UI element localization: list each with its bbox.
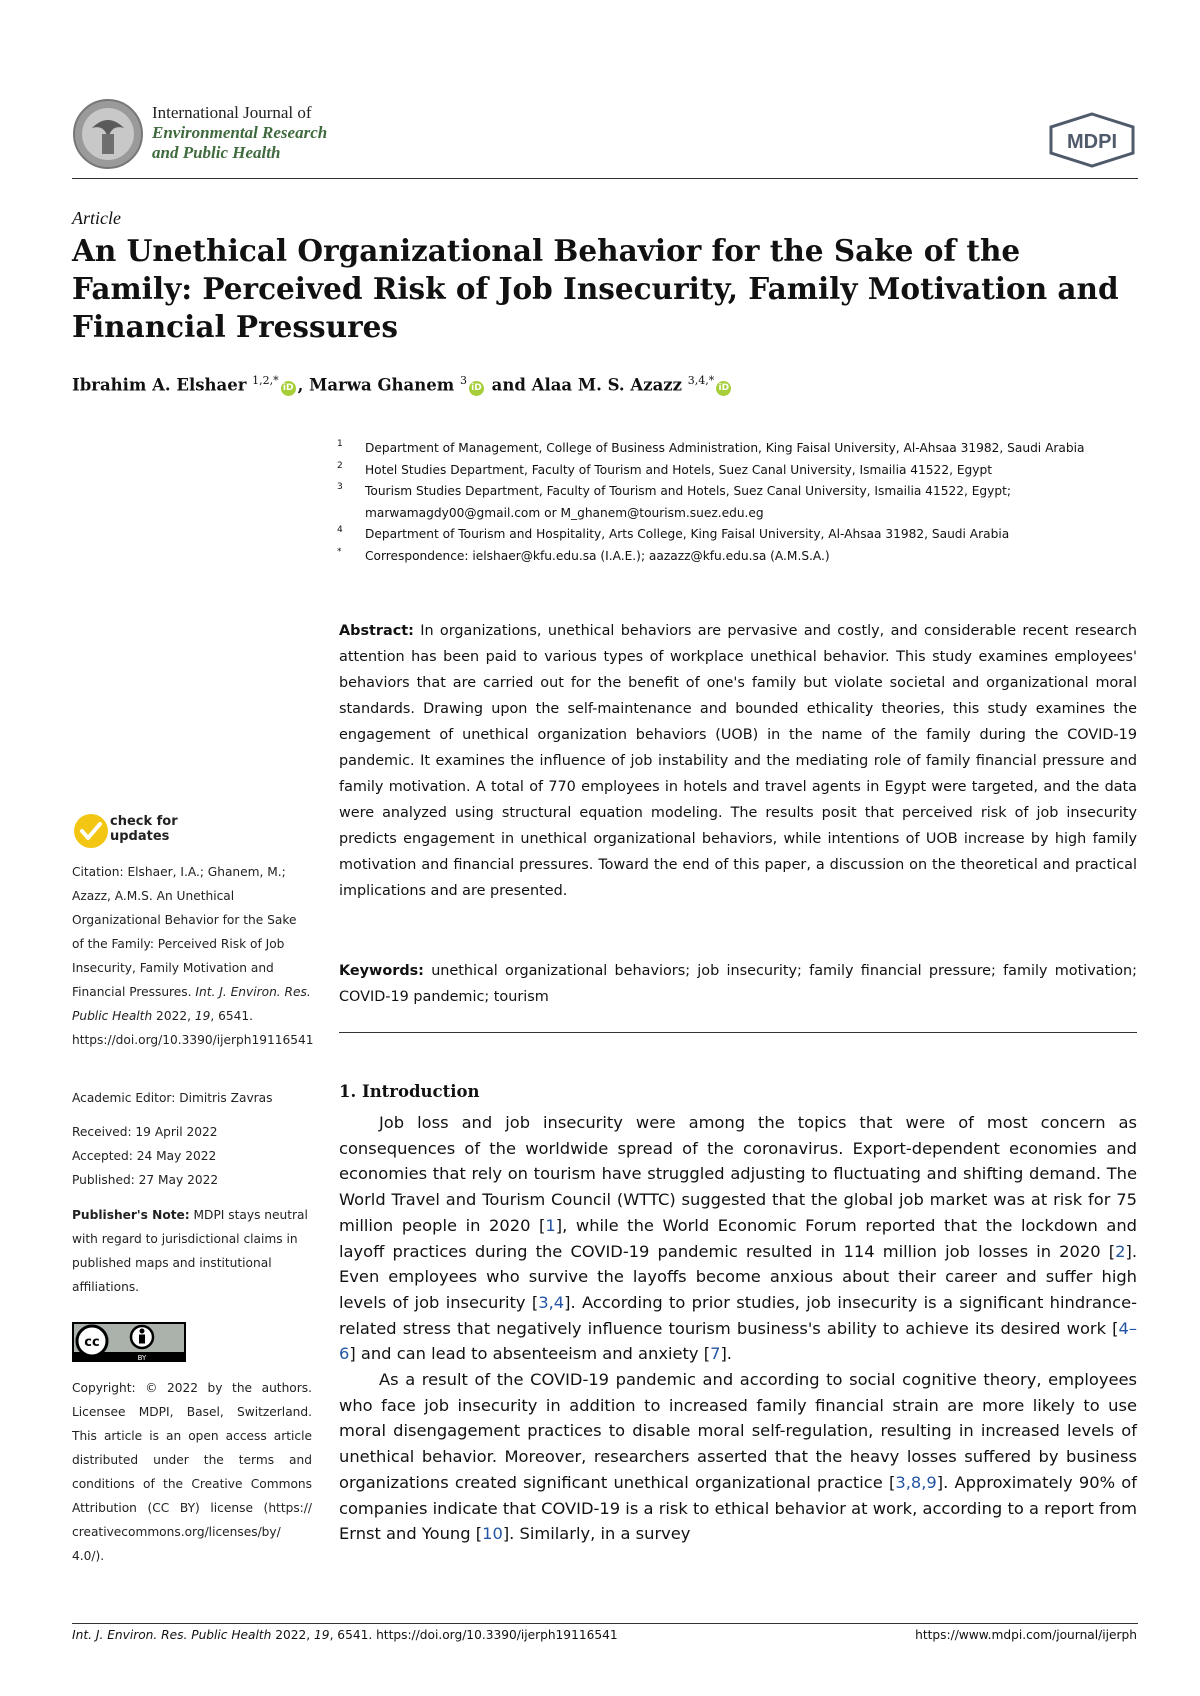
journal-name-line1: International Journal of [152,103,312,122]
journal-logo-icon [72,98,144,170]
affiliation-number: 4 [337,525,343,535]
author-name: , Marwa Ghanem [297,375,455,395]
author-affiliation-sup: 3,4,* [687,374,715,387]
copyright-notice: Copyright: © 2022 by the authors. Licensee MDPI, Basel, Switzerland. This article is an open access article distributed under the terms and conditions of the Creative Commons Attribution (CC BY) license (https:// creativecommons.org/licenses/by/ 4.0/). [72,1381,312,1563]
keywords [339,958,1137,1010]
journal-name-line2: Environmental Research [152,123,328,142]
cc-by-license-icon[interactable] [72,1322,186,1362]
check-for-updates-badge[interactable] [72,812,202,856]
affiliation-text: Department of Tourism and Hospitality, Arts College, King Faisal University, Al-Ahsaa 31982, Saudi Arabia [365,527,1010,541]
section-heading-introduction: 1. Introduction [339,1082,480,1101]
introduction-body [339,1110,1137,1547]
citation-block [72,860,312,1052]
check-for-updates-text [110,814,178,844]
affiliation-number: 2 [337,460,343,471]
abstract-text: In organizations, unethical behaviors are pervasive and costly, and considerable recent research attention has been paid to various types of workplace unethical behavior. This study examines employees' behaviors that are carried out for the benefit of one's family but violate societal and organizational moral standards. Drawing upon the self-maintenance and bounded ethicality theories, this study examines the engagement of unethical organization behaviors (UOB) in the name of the family during the COVID-19 pandemic. It examines the influence of job instability and the mediating role of family financial pressure and family motivation. A total of 770 employees in hotels and travel agents in Egypt were targeted, and the data were analyzed using structural equation modeling. The results posit that perceived risk of job insecurity predicts engagement in unethical organizational behaviors, while intentions of UOB increase by high family motivation and financial pressures. Toward the end of this paper, a discussion on the theoretical and practical implications and are presented. [339,623,1137,899]
article-title: An Unethical Organizational Behavior for the Sake of the Family: Perceived Risk of Job Insecurity, Family Motivation and Financial Pressures [72,233,1119,344]
intro-text: ]. Even employees who survive the layoffs become anxious about their career and suffer high levels of job insecurity [ [339,1241,1137,1312]
correspondence-text: Correspondence: ielshaer@kfu.edu.sa (I.A.E.); aazazz@kfu.edu.sa (A.M.S.A.) [365,548,830,563]
affiliations [333,438,1143,567]
reference-link[interactable]: 3,4 [538,1292,565,1312]
citation-doi[interactable]: , 6541. https://doi.org/10.3390/ijerph19116541 [72,1009,314,1047]
author-list [72,374,733,396]
accepted-date: Accepted: 24 May 2022 [72,1149,217,1163]
section-divider [339,1032,1137,1033]
keywords-label: Keywords: [339,963,424,979]
academic-editor: Academic Editor: Dimitris Zavras [72,1091,273,1105]
cc-icon-text: cc [84,1335,100,1350]
check-for-updates-line1: check for [110,814,178,829]
intro-text: Job loss and job insecurity were among the topics that were of most concern as consequences of the worldwide spread of the coronavirus. Export-dependent economies and economies that rely on tourism have struggled adjusting to fluctuating and shifting demand. The World Travel and Tourism Council (WTTC) suggested that the global job market was at risk for 75 million people in 2020 [ [339,1113,1137,1235]
affiliation-item [333,438,1143,460]
affiliation-text: Department of Management, College of Business Administration, King Faisal University, Al-Ahsaa 31982, Saudi Arabia [365,441,1085,455]
intro-text: ]. Approximately 90% of companies indicate that COVID-19 is a risk to ethical behavior at work, according to a report from Ernst and Young [ [339,1472,1137,1544]
reference-link[interactable]: 1 [545,1215,556,1235]
author-name: and Alaa M. S. Azazz [485,375,683,395]
orcid-icon[interactable]: iD [469,381,484,396]
citation-year: 2022, [152,1009,195,1023]
keywords-text: unethical organizational behaviors; job insecurity; family financial pressure; family motivation; COVID-19 pandemic; tourism [339,963,1137,1005]
footer-journal: Int. J. Environ. Res. Public Health [72,1628,272,1642]
intro-text: As a result of the COVID-19 pandemic and according to social cognitive theory, employees who face job insecurity in addition to increased family financial strain are more likely to use moral disengagement practices to disable moral self-regulation, resulting in increased levels of unethical behavior. Moreover, researchers asserted that the heavy losses suffered by business organizations created significant unethical organizational practice [ [339,1370,1137,1492]
reference-link[interactable]: 10 [482,1524,503,1544]
check-for-updates-line2: updates [110,829,170,844]
affiliation-item [333,546,1143,568]
affiliation-item [333,481,1143,524]
intro-paragraph [339,1367,1137,1547]
mdpi-logo-text: MDPI [1067,131,1117,153]
footer-citation [72,1628,618,1642]
footer-journal-url[interactable]: https://www.mdpi.com/journal/ijerph [915,1628,1137,1642]
abstract-label: Abstract: [339,623,414,639]
intro-text: ] and can lead to absenteeism and anxiety [ [349,1344,711,1364]
author-affiliation-sup: 1,2,* [252,374,279,387]
article-type: Article [72,208,121,228]
publisher-note-text: MDPI stays neutral with regard to jurisdictional claims in published maps and institutional affiliations. [72,1208,308,1294]
header-rule [72,178,1138,179]
affiliation-text: Tourism Studies Department, Faculty of Tourism and Hotels, Suez Canal University, Ismailia 41522, Egypt; marwamagdy00@gmail.com or M_ghanem@tourism.suez.edu.eg [365,484,1011,520]
mdpi-logo-icon [1047,112,1137,168]
footer-volume: 19 [314,1628,330,1642]
affiliation-number: 3 [337,482,343,492]
received-date: Received: 19 April 2022 [72,1125,218,1139]
intro-text: ]. [720,1344,732,1364]
author-name: Ibrahim A. Elshaer [72,375,247,395]
intro-text: ]. According to prior studies, job insecurity is a significant hindrance-related stress that negatively influence tourism business's ability to achieve its desired work [ [339,1292,1138,1338]
affiliation-text: Hotel Studies Department, Faculty of Tourism and Hotels, Suez Canal University, Ismailia 41522, Egypt [365,462,992,477]
intro-paragraph [339,1110,1137,1367]
affiliation-number: 1 [337,439,343,449]
check-for-updates-icon [72,812,110,850]
author-affiliation-sup: 3 [459,374,467,387]
reference-link[interactable]: 2 [1115,1241,1126,1261]
footer-year: 2022, [271,1628,315,1642]
citation-text: Citation: Elshaer, I.A.; Ghanem, M.; Azazz, A.M.S. An Unethical Organizational Behavior for the Sake of the Family: Perceived Risk of Job Insecurity, Family Motivation and Financial Pressures. [72,865,297,999]
affiliation-number: * [337,546,342,557]
publisher-note [72,1203,312,1299]
affiliation-item [333,460,1143,482]
intro-text: ]. Similarly, in a survey [502,1524,691,1544]
journal-name-line3: and Public Health [152,143,281,162]
orcid-icon[interactable]: iD [716,381,731,396]
reference-link[interactable]: 4–6 [339,1318,1137,1364]
orcid-icon[interactable]: iD [281,381,296,396]
citation-journal: Int. J. Environ. Res. Public Health [72,985,311,1023]
publication-dates [72,1120,312,1192]
footer-doi[interactable]: , 6541. https://doi.org/10.3390/ijerph19116541 [329,1628,618,1642]
publisher-note-label: Publisher's Note: [72,1208,190,1222]
affiliation-item [333,524,1143,546]
citation-volume: 19 [194,1009,211,1023]
intro-text: ], while the World Economic Forum reported that the lockdown and layoff practices during the COVID-19 pandemic resulted in 114 million job losses in 2020 [ [339,1215,1137,1261]
by-icon-text: BY [137,1354,147,1362]
reference-link[interactable]: 3,8,9 [895,1472,937,1492]
footer-rule [72,1623,1138,1624]
reference-link[interactable]: 7 [710,1344,721,1364]
abstract [339,618,1137,904]
journal-name [152,103,327,163]
published-date: Published: 27 May 2022 [72,1173,219,1187]
